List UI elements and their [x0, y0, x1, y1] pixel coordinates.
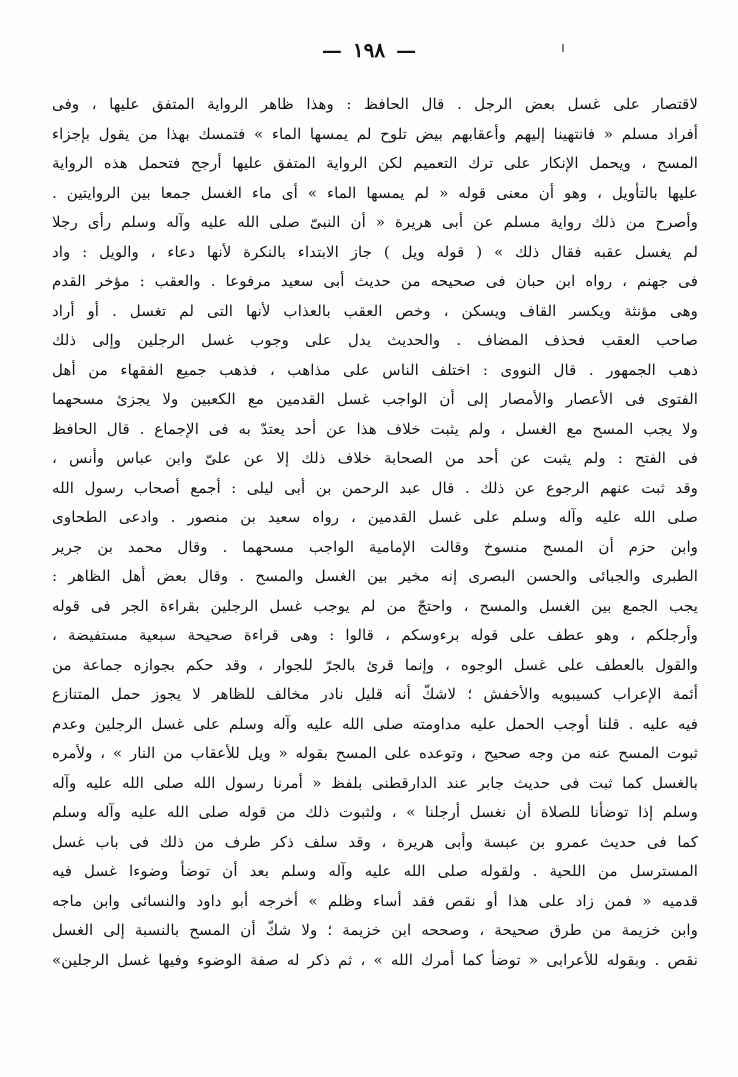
text-line: فيه عليه . قلنا أوجب الحمل عليه مداومته صلى الله عليه وآله وسلم على غسل الرجلين وعدم	[52, 714, 698, 733]
text-line: فى جهنم ، رواه ابن حبان فى صحيحه من حديث أبى سعيد مرفوعا . والعقب : مؤخر القدم	[52, 272, 698, 290]
page-number-dash-right: —	[396, 38, 417, 62]
text-line: الطبرى والجبائى والحسن البصرى إنه مخير بين الغسل والمسح . وقال بعض أهل الظاهر :	[52, 567, 698, 585]
text-line: لاقتصار على غسل بعض الرجل . قال الحافظ : وهذا ظاهر الرواية المتفق عليها ، وفى	[52, 95, 698, 113]
page-number-value: ١٩٨	[352, 38, 386, 62]
text-line: صلى الله عليه وآله وسلم على غسل القدمين ، رواه سعيد بن منصور . وادعى الطحاوى	[52, 508, 698, 526]
text-line: وقد ثبت عنهم الرجوع عن ذلك . قال عبد الرحمن بن أبى ليلى : أجمع أصحاب رسول الله	[52, 478, 698, 497]
page-number-dash-left: —	[321, 38, 342, 62]
text-line: نقص . وبقوله للأعرابى « توضأ كما أمرك الله » ، ثم ذكر له صفة الوضوء وفيها غسل الرجلين»	[52, 950, 698, 969]
text-body	[52, 90, 698, 975]
text-line: المسترسل من اللحية . ولقوله صلى الله عليه وآله وسلم بعد أن توضأ وضوءا غسل فيه	[52, 862, 698, 880]
text-line: وابن خزيمة من طرق صحيحة ، وصححه ابن خزيمة ؛ ولا شكّ أن المسح بالنسبة إلى الغسل	[52, 921, 698, 939]
text-line: الفتوى فى الأعصار والأمصار إلى أن الواجب غسل القدمين مع الكعبين ولا يجزئ مسحهما	[52, 390, 698, 408]
text-line: المسح ، ويحمل الإنكار على ترك التعميم لكن الرواية المتفق عليها أرجح فتحمل هذه الرواية	[52, 154, 698, 172]
text-line: وهى مؤنثة ويكسر القاف ويسكن ، وخص العقب بالعذاب لأنها التى لم تغسل . أو أراد	[52, 301, 698, 320]
text-line: ثبوت المسح عنه من وجه صحيح ، وتوعده على المسح بقوله « ويل للأعقاب من النار » ، ولأمره	[52, 744, 698, 762]
text-line: ذهب الجمهور . قال النووى : اختلف الناس على مذاهب ، فذهب جميع الفقهاء من أهل	[52, 360, 698, 379]
text-line: أفراد مسلم « فانتهينا إليهم وأعقابهم بيض تلوح لم يمسها الماء » فتمسك بهذا من يقول بإجزاء	[52, 124, 698, 143]
text-line: يجب الجمع بين الغسل والمسح ، واحتجّ من لم يوجب غسل الرجلين بقراءة الجر فى قوله	[52, 596, 698, 615]
text-line: عليها بالتأويل ، وهو أن معنى قوله « لم يمسها الماء » أى ماء الغسل جمعا بين الروايتين .	[52, 183, 698, 202]
text-line: وسلم إذا توضأنا للصلاة أن نغسل أرجلنا » ، ولثبوت ذلك من قوله صلى الله عليه وآله وسلم	[52, 803, 698, 821]
page-number	[0, 38, 738, 62]
text-line: والقول بالعطف على غسل الوجوه ، وإنما قرئ بالجرّ للجوار ، وقد حكم بجوازه جماعة من	[52, 655, 698, 674]
text-line: فى الفتح : ولم يثبت عن أحد من الصحابة خلاف ذلك إلا عن علىّ وابن عباس وأنس ،	[52, 449, 698, 467]
text-line: وأصرح من ذلك رواية مسلم عن أبى هريرة « أن النبىّ صلى الله عليه وآله وسلم رأى رجلا	[52, 213, 698, 231]
text-line: قدميه « فمن زاد على هذا أو نقص فقد أساء وظلم » أخرجه أبو داود والنسائى وابن ماجه	[52, 891, 698, 910]
text-line: أئمة الإعراب كسيبويه والأخفش ؛ لاشكّ أنه قليل نادر مخالف للظاهر لا يجوز حمل المتنازع	[52, 685, 698, 703]
text-line: وأرجلكم ، وهو عطف على قوله برءوسكم ، قالوا : وهى قراءة صحيحة سبعية مستفيضة ،	[52, 626, 698, 644]
text-line: لم يغسل عقبه فقال ذلك » ( قوله ويل ) جاز الابتداء بالنكرة لأنها دعاء ، والويل : واد	[52, 242, 698, 261]
text-line: بالغسل كما ثبت فى حديث جابر عند الدارقطنى بلفظ « أمرنا رسول الله صلى الله عليه وآله	[52, 773, 698, 792]
text-line: كما فى حديث عمرو بن عبسة وأبى هريرة ، وقد سلف ذكر طرف من ذلك فى باب غسل	[52, 832, 698, 851]
text-line: صاحب العقب فحذف المضاف . والحديث يدل على وجوب غسل الرجلين وإلى ذلك	[52, 331, 698, 349]
text-line: ولا يجب المسح مع الغسل ، ولم يثبت خلاف هذا عن أحد يعتدّ به فى الإجماع . قال الحافظ	[52, 419, 698, 438]
margin-tick-mark	[562, 44, 564, 52]
text-line: وابن حزم أن المسح منسوخ وقالت الإمامية الواجب مسحهما . وقال محمد بن جرير	[52, 537, 698, 556]
